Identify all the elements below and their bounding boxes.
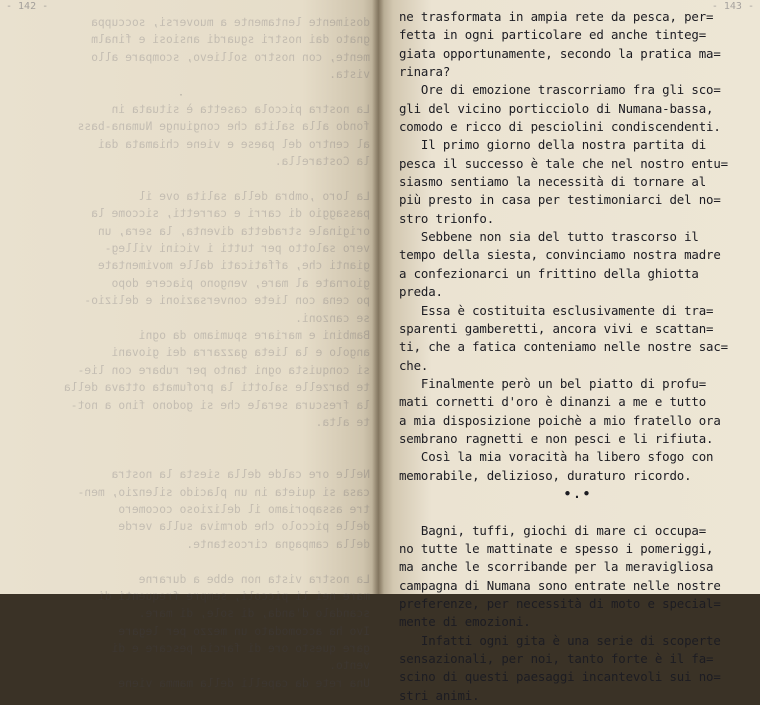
text-line: stri animi.: [399, 687, 480, 703]
text-line: a mia disposizione poichè a mio fratello ora: [399, 412, 721, 428]
bleed-line: gare questo ore di farcia pescare e di: [111, 642, 370, 656]
text-line: Sebbene non sia del tutto trascorso il: [399, 229, 699, 245]
text-line: preda.: [399, 284, 443, 300]
left-page: [0, 0, 378, 690]
bleed-line: La nostra piccola casetta è situata in: [111, 102, 370, 116]
text-line: gli del vicino porticciolo di Numana-bassa,: [399, 100, 714, 116]
bleed-line: [8, 84, 370, 101]
text-line: pesca il successo è tale che nel nostro entu=: [399, 155, 728, 171]
text-line: siasmo sentiamo la necessità di tornare al: [399, 174, 707, 190]
text-line: Infatti ogni gita è una serie di scoperte: [399, 632, 721, 648]
bleed-line: [8, 431, 370, 448]
blank-line: [399, 503, 757, 521]
bleed-line: gnato dai nostri sguardi ansiosi e finalm: [91, 33, 370, 47]
bleed-line: se canzoni.: [295, 311, 370, 325]
bleed-line: Nelle ore calde della siesta la nostra: [111, 468, 370, 482]
text-line: a confezionarci un frittino della ghiotta: [399, 265, 699, 281]
book-gutter: [372, 0, 384, 594]
left-page-number: - 142 -: [6, 1, 49, 12]
text-line: sparenti gamberetti, ancora vivi e scattan=: [399, 320, 714, 336]
text-line: stro trionfo.: [399, 210, 495, 226]
bleed-line: originale stradetta diventa, la sera, un: [97, 224, 370, 238]
text-line: fetta in ogni particolare ed anche tinteg=: [399, 27, 707, 43]
bleed-line: della campagna circostante.: [186, 537, 370, 551]
bleed-line: Una rete da capelli della mamma viene: [118, 676, 370, 690]
text-line: ma anche le scorribande per la meravigliosa: [399, 559, 714, 575]
text-line: Il primo giorno della nostra partita di: [399, 137, 707, 153]
right-page-number: - 143 -: [711, 1, 754, 12]
text-line: più presto in casa per testimoniarci del no=: [399, 192, 721, 208]
bleed-line: al centro del paese e viene chiamata dai: [97, 137, 370, 151]
section-separator: •.•: [563, 485, 593, 501]
bleed-line: mare nei li piccoli, sempre frequenti di: [97, 589, 370, 603]
bleed-line: [8, 449, 370, 466]
text-line: Finalmente però un bel piatto di profu=: [399, 375, 707, 391]
bleed-line: te alta.: [315, 415, 370, 429]
bleed-line: [8, 171, 370, 188]
text-line: Così la mia voracità ha libero sfogo con: [399, 449, 714, 465]
bleed-line: vento.: [329, 659, 370, 673]
text-line: Essa è costituita esclusivamente di tra=: [399, 302, 714, 318]
bleed-line: giornate al mare, vengono piacere dopo: [111, 276, 370, 290]
bleed-line: La loro ,ombra della salita ove il: [138, 189, 370, 203]
bleed-line: la frescura serale che si godono fino a not-: [70, 398, 370, 412]
bleed-line: vero salotto per tutti i vicini villeg-: [104, 242, 370, 256]
bleed-line: La nostra vista non ebbe a durarne: [138, 572, 370, 586]
text-line: giata opportunamente, secondo la pratica ma=: [399, 45, 721, 61]
text-line: ne trasformata in ampia rete da pesca, per=: [399, 9, 714, 24]
bleed-line: passaggio di carri e carretti, siccome la: [91, 207, 370, 221]
text-line: mente di emozioni.: [399, 614, 531, 630]
text-line: che.: [399, 357, 429, 373]
text-line: campagna di Numana sono entrate nelle nostre: [399, 577, 721, 593]
bleed-line: po cena con liete conversazioni e delizio-: [84, 294, 370, 308]
text-line: memorabile, delizioso, duraturo ricordo.: [399, 467, 692, 483]
text-line: tempo della siesta, convinciamo nostra madre: [399, 247, 721, 263]
text-line: Ore di emozione trascorriamo fra gli sco=: [399, 82, 721, 98]
bleed-line: delle piccolo che dormiva sulla verde: [118, 520, 370, 534]
bleed-line: dosimente lentamente a muoversi, soccuppa: [91, 16, 370, 29]
bleed-line: vista.: [329, 68, 370, 82]
bleed-line: fondo alla salita che congiunge Numana-bass: [77, 120, 370, 134]
bleed-line: scandalo d'anda, di sole, di mare.: [138, 607, 370, 621]
text-line: preferenze, per necessità di moto e special=: [399, 596, 721, 611]
bleed-line: mente, con nostro sollievo, scompare allo: [91, 50, 370, 64]
text-line: no tutte le mattinate e spesso i pomeriggi,: [399, 540, 714, 556]
bleed-line: gianti che, affaticati dalle movimentate: [97, 259, 370, 273]
text-line: ti, che a fatica conteniamo nelle nostre sac=: [399, 339, 728, 355]
bleed-line: casa si quieta in un placido silenzio, men-: [77, 485, 370, 499]
text-line: mati cornetti d'oro è dinanzi a me e tutto: [399, 394, 707, 410]
right-page-text: [399, 8, 757, 705]
bleed-line: la Costarella.: [274, 155, 370, 169]
left-separator-dots: ·: [178, 90, 185, 101]
bleed-line: [8, 553, 370, 570]
text-line: scino di questi paesaggi incantevoli sui no=: [399, 669, 721, 685]
bleed-line: Bambini e mariare spumiamo da ogni: [138, 329, 370, 343]
bleed-line: tre assaporiamo il delizioso cocomero: [118, 502, 370, 516]
text-line: Bagni, tuffi, giochi di mare ci occupa=: [399, 522, 707, 538]
text-line: comodo e ricco di pesciolini condiscendenti.: [399, 119, 721, 135]
text-line: sembrano ragnetti e non pesci e li rifiuta.: [399, 430, 714, 446]
bleed-line: si conquista ogni tanto per rubare con lie-: [77, 363, 370, 377]
bleed-line: angolo e la lieta gazzarra dei giovani: [111, 346, 370, 360]
bleed-through-text: [8, 14, 370, 692]
text-line: sensazionali, per noi, tanto forte è il fa=: [399, 651, 714, 667]
bleed-line: te barzelle salotti la profumata ottava della: [63, 381, 370, 395]
text-line: rinara?: [399, 64, 451, 80]
bleed-line: Ivo ha accomodato un mezzo per legare: [118, 624, 370, 638]
